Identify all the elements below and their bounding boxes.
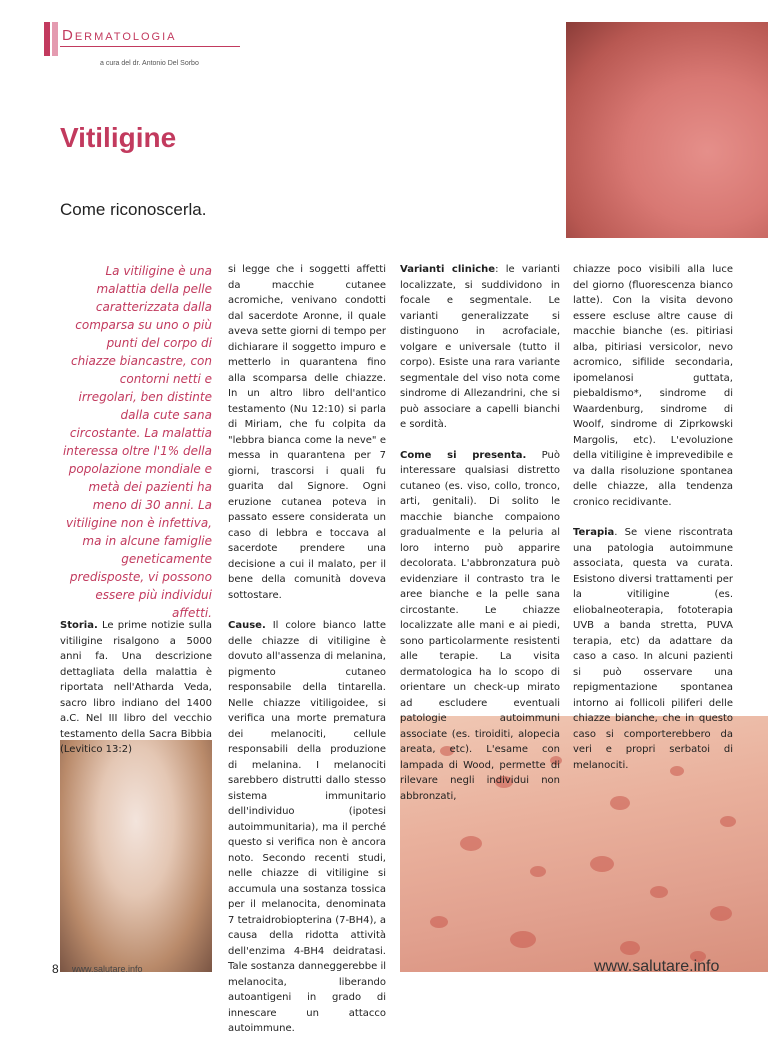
varianti-text: : le varianti localizzate, si suddividono in focale e segmentale. Le varianti generalizzate si distinguono in acrofaciale, volgare e universale (tutto il corpo). Esiste una rara variante segmentale del viso nota come sindrome di Allezandrini, che si può associare a capelli bianchi e sordità. <box>400 264 560 430</box>
presenta-continued: chiazze poco visibili alla luce del giorno (fluorescenza bianco latte). Con la visita devono essere escluse altre cause di macchie bianche (es. pitiriasi alba, pitiriasi versicolor, nevo acromico, sifilide secondaria, ipomelanosi guttata, piebaldismo*, sindrome di Waardenburg, sindrome di Woolf, sindrome di Ziprkowski Margolis, etc). L'evoluzione della vitiligine è imprevedibile e va dalla risoluzione spontanea delle chiazze, alla tendenza cronico recidivante. <box>573 264 733 508</box>
cause-text: Il colore bianco latte delle chiazze di vitiligine è dovuto all'assenza di melanina, pigmento cutaneo responsabile della tintarella. Nelle chiazze vitiligoidee, si verifica una morte prematura dei melanociti, cellule responsabili della produzione di melanina. I melanociti sarebbero distrutti dallo stesso sistema immunitario dell'individuo (ipotesi autoimmunitaria), ma il perché questo si verifica non è ancora noto. Secondo recenti studi, nelle chiazze di vitiligine si accumula una sostanza tossica per il melanocita, denominata 7 tetraidrobiopterina (7-BH4), a causa della ridotta attività dell'enzima 4-BH4 deidratasi. Tale sostanza danneggerebbe il melanocita, liberando autoantigeni in grado di innescare un attacco autoimmune. <box>228 620 386 1034</box>
column-2 <box>228 262 386 1037</box>
storia-text: Le prime notizie sulla vitiligine risalgono a 5000 anni fa. Una descrizione dettagliata della malattia è riportata nell'Atharda Veda, sacro libro indiano del 1400 a.C. Nel III libro del vecchio testamento della Sacra Bibbia (Levitico 13:2) <box>60 620 212 755</box>
storia-continued: si legge che i soggetti affetti da macchie cutanee acromiche, venivano condotti dal sacerdote Aronne, il quale aveva sette giorni di tempo per dichiarare il soggetto impuro e metterlo in quarantena fino alla scomparsa delle chiazze. In un altro libro dell'antico testamento (Nu 12:10) si parla di Miriam, che fu colpita da "lebbra bianca come la neve" e messa in quarantena per 7 giorni, trascorsi i quali fu guarita dal Signore. Ogni eruzione cutanea poteva in passato essere considerata un caso di lebbra e toccava al sacerdote prendere una decisione a cui il malato, per il bene della comunità doveva sottostare. <box>228 264 386 601</box>
header-accent-bar-light <box>52 22 58 56</box>
vitiligo-patch-photo <box>60 740 212 972</box>
presenta-paragraph <box>400 448 560 805</box>
column-3 <box>400 262 560 804</box>
section-title: Dermatologia <box>62 27 177 44</box>
skin-photo-top <box>566 22 768 238</box>
presenta-text: Può interessare qualsiasi distretto cutaneo (es. viso, collo, tronco, arti, genitali). Di solito le macchie bianche compaiono gradualmente e la peluria al loro interno può apparire decolorata. L'abbronzatura può evidenziare il contrasto tra le aree bianche e la pelle sana circostante. Le chiazze localizzate alle mani e ai piedi, sono particolarmente resistenti alle terapie. La visita dermatologica ha lo scopo di orientare un check-up mirato ad escludere eventuali patologie autoimmuni associate (es. tiroiditi, alopecia areata, etc). L'esame con lampada di Wood, permette di rilevare negli individui non abbronzati, <box>400 449 560 802</box>
terapia-paragraph <box>573 525 733 773</box>
byline: a cura del dr. Antonio Del Sorbo <box>100 60 199 67</box>
varianti-heading: Varianti cliniche <box>400 264 496 275</box>
cause-paragraph <box>228 618 386 1037</box>
storia-paragraph <box>60 618 212 758</box>
header-accent-bar <box>44 22 50 56</box>
page-subtitle: Come riconoscerla. <box>60 200 207 219</box>
cause-heading: Cause. <box>228 620 266 631</box>
terapia-text: . Se viene riscontrata una patologia autoimmune associata, questa va curata. Esistono diversi trattamenti per la vitiligine (es. eliobalneoterapia, fototerapia UVB a banda stretta, PUVA terapia, etc) da adattare da caso a caso. In alcuni pazienti si può osservare una repigmentazione spontanea intorno ai follicoli piliferi delle chiazze bianche, che in questo caso si comporterebbero da veri e propri serbatoi di melanociti. <box>573 527 733 771</box>
column-1 <box>60 618 212 758</box>
page-title: Vitiligine <box>60 122 177 153</box>
terapia-heading: Terapia <box>573 527 615 538</box>
column-4 <box>573 262 733 773</box>
page-number: 8 <box>52 962 59 976</box>
footer-site-link-small[interactable]: www.salutare.info <box>72 964 143 974</box>
varianti-paragraph <box>400 262 560 433</box>
intro-pullquote: La vitiligine è una malattia della pelle caratterizzata dalla comparsa su uno o più punti del corpo di chiazze biancastre, con contorni netti e irregolari, ben distinte dalla cute sana circostante. La malattia interessa oltre l'1% della popolazione mondiale e metà dei pazienti ha meno di 30 anni. La vitiligine non è infettiva, ma in alcune famiglie geneticamente predisposte, vi possono essere più individui affetti. <box>62 264 212 620</box>
presenta-heading: Come si presenta. <box>400 449 527 461</box>
storia-heading: Storia. <box>60 620 98 631</box>
footer-site-link-large[interactable]: www.salutare.info <box>594 958 720 975</box>
header-rule <box>60 46 240 47</box>
